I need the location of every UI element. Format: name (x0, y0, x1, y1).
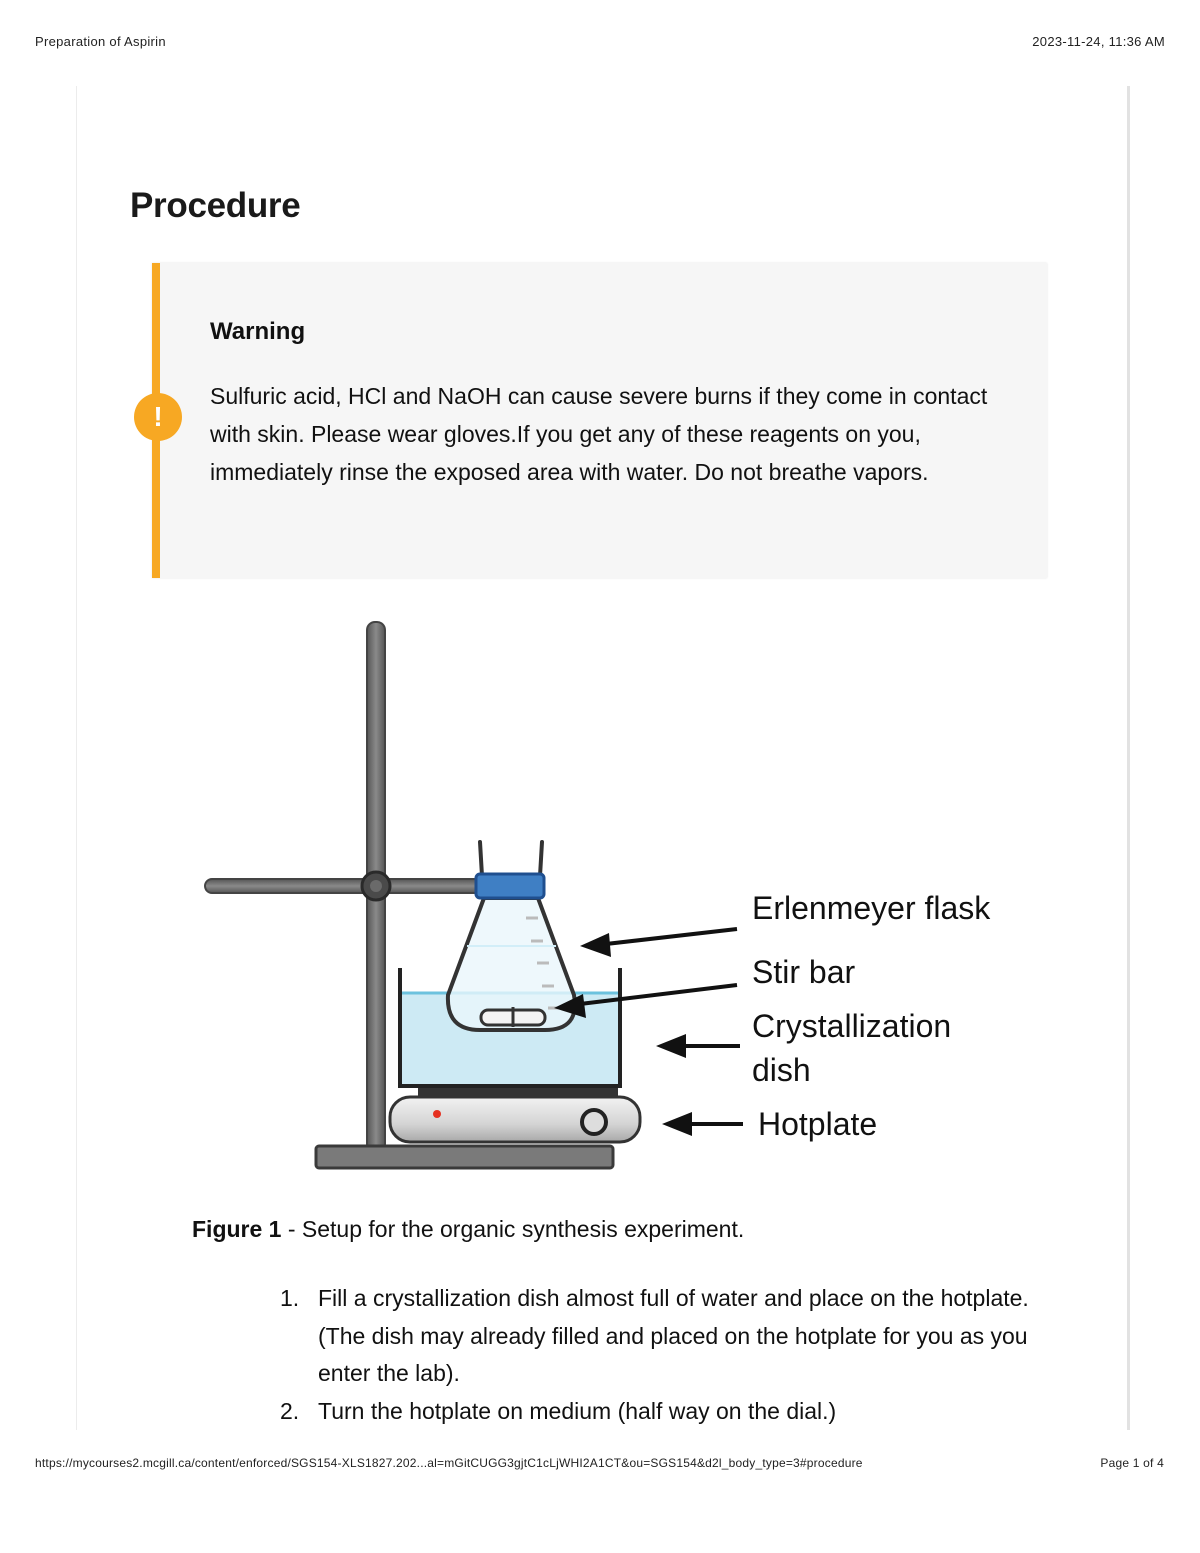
warning-title: Warning (210, 318, 306, 345)
print-footer-url: https://mycourses2.mcgill.ca/content/enforced/SGS154-XLS1827.202...al=mGitCUGG3gjtC1cLjWHI2A1CT&ou=SGS154&d2l_body_type=3#procedure (35, 1456, 863, 1470)
step-number: 2. (280, 1397, 300, 1424)
list-item (280, 1280, 1050, 1393)
erlenmeyer-flask-drawing (448, 842, 575, 1030)
exclamation-icon: ! (134, 393, 182, 441)
label-dish: dish (752, 1052, 811, 1088)
list-item (280, 1393, 1050, 1431)
label-erlenmeyer-flask: Erlenmeyer flask (752, 890, 991, 926)
section-title: Procedure (130, 186, 301, 225)
figure-caption-label: Figure 1 (192, 1216, 282, 1242)
step-text: Fill a crystallization dish almost full of water and place on the hotplate. (The dish may already filled and placed on the hotplate for you as you enter the lab). (318, 1285, 1029, 1386)
label-hotplate: Hotplate (758, 1106, 878, 1142)
print-header-datetime: 2023-11-24, 11:36 AM (1032, 34, 1165, 49)
stir-bar-drawing (481, 1007, 545, 1027)
warning-text: Sulfuric acid, HCl and NaOH can cause severe burns if they come in contact with skin. Please wear gloves.If you get any of these reagents on you, immediately rinse the exposed area with water. Do not breathe vapors. (210, 383, 988, 485)
figure-caption (192, 1216, 744, 1243)
hotplate-drawing (390, 1088, 640, 1142)
figure-caption-text: - Setup for the organic synthesis experiment. (281, 1216, 745, 1242)
print-footer-page-number: Page 1 of 4 (1100, 1456, 1164, 1470)
step-number: 1. (280, 1285, 300, 1311)
step-text: Turn the hotplate on medium (half way on the dial.) (318, 1397, 837, 1424)
print-header-title: Preparation of Aspirin (35, 34, 166, 49)
procedure-steps-list (280, 1280, 1050, 1430)
label-stir-bar: Stir bar (752, 954, 856, 990)
label-crystallization: Crystallization (752, 1008, 952, 1044)
